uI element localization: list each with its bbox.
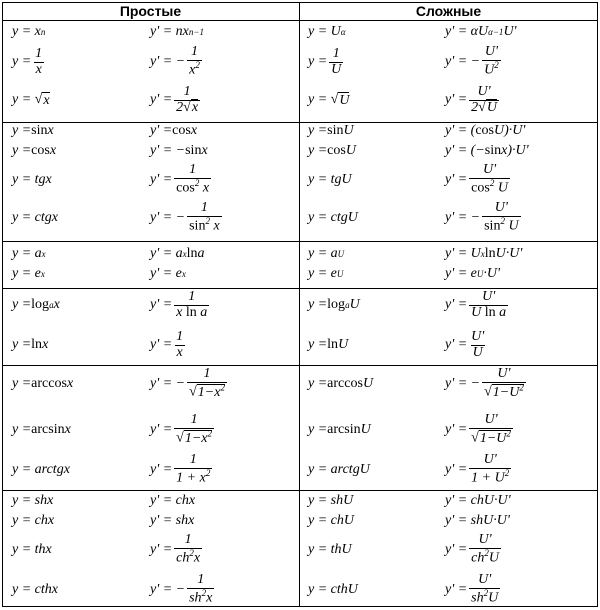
formula-s2-3: y' = cos x bbox=[150, 123, 198, 138]
column-divider bbox=[299, 2, 300, 607]
formula-s1-7: y = a x bbox=[12, 246, 46, 261]
formula-s1-1: y = $\frac{1}{x}$ bbox=[12, 45, 43, 77]
header-simple: Простые bbox=[119, 3, 182, 19]
formula-s1-17: y = cthx bbox=[12, 582, 58, 597]
formula-c2-5: y' = $\frac{U'}{\cos^2 U}$ bbox=[445, 162, 508, 196]
formula-c1-6: y = ctgU bbox=[308, 210, 358, 225]
formula-s1-10: y = ln x bbox=[12, 337, 49, 352]
formula-c1-8: y = e U bbox=[308, 266, 344, 281]
formula-c2-16: y' = $\frac{U'}{ch^2U}$ bbox=[445, 532, 499, 566]
formula-c1-9: y = log a U bbox=[308, 297, 360, 312]
formula-c2-13: y' = $\frac{U'}{1 + U^2}$ bbox=[445, 452, 510, 486]
formula-c2-7: y' = U x ln U·U' bbox=[445, 246, 523, 261]
formula-c1-15: y = chU bbox=[308, 513, 354, 528]
formula-s2-7: y' = a x ln a bbox=[150, 246, 205, 261]
header-complex: Сложные bbox=[415, 3, 482, 19]
formula-s2-0: y' = nx n−1 bbox=[150, 24, 204, 39]
formula-s1-5: y = tgx bbox=[12, 172, 52, 187]
formula-c2-10: y' = $\frac{U'}{U}$ bbox=[445, 328, 485, 360]
formula-c1-3: y = sin U bbox=[308, 123, 354, 138]
formula-c2-4: y' = (− sin x)·U' bbox=[445, 143, 529, 158]
formula-c1-4: y = cos U bbox=[308, 143, 356, 158]
formula-s2-2: y' = $\frac{1}{2√x}$ bbox=[150, 83, 199, 115]
formula-c2-3: y' = ( cos U)·U' bbox=[445, 123, 526, 138]
formula-c1-12: y = arcsin U bbox=[308, 422, 371, 437]
formula-c1-14: y = shU bbox=[308, 493, 354, 508]
formula-s1-9: y = log a x bbox=[12, 297, 60, 312]
formula-c1-5: y = tgU bbox=[308, 172, 352, 187]
formula-c1-17: y = cthU bbox=[308, 582, 358, 597]
formula-s1-15: y = chx bbox=[12, 513, 55, 528]
formula-s2-12: y' = $\frac{1}{√1-x^2}$ bbox=[150, 412, 213, 446]
formula-s1-6: y = ctgx bbox=[12, 210, 58, 225]
formula-s1-14: y = shx bbox=[12, 493, 54, 508]
formula-s2-16: y' = $\frac{1}{ch^2x}$ bbox=[150, 532, 201, 566]
formula-s1-8: y = e x bbox=[12, 266, 45, 281]
formula-s1-0: y = x n bbox=[12, 24, 46, 39]
formula-c2-14: y' = chU·U' bbox=[445, 493, 511, 508]
formula-s2-13: y' = $\frac{1}{1 + x^2}$ bbox=[150, 452, 211, 486]
formula-s2-1: y' = − $\frac{1}{x^2}$ bbox=[150, 44, 200, 78]
formula-s1-3: y = sin x bbox=[12, 123, 54, 138]
formula-s2-8: y' = e x bbox=[150, 266, 186, 281]
formula-s1-11: y = arccos x bbox=[12, 376, 74, 391]
formula-s2-9: y' = $\frac{1}{\text{x ln a}}$ bbox=[150, 288, 208, 320]
formula-s1-16: y = thx bbox=[12, 542, 52, 557]
formula-s2-5: y' = $\frac{1}{\cos^2 x}$ bbox=[150, 162, 210, 196]
formula-c2-12: y' = $\frac{U'}{√1-U^2}$ bbox=[445, 412, 511, 446]
formula-c1-10: y = ln U bbox=[308, 337, 349, 352]
formula-s1-2: y = √ x bbox=[12, 92, 50, 108]
formula-c1-2: y = √ U bbox=[308, 92, 350, 108]
formula-s2-14: y' = chx bbox=[150, 493, 196, 508]
formula-c2-0: y' = αU α−1 U' bbox=[445, 24, 517, 39]
divider bbox=[2, 288, 598, 289]
formula-c2-11: y' = − $\frac{U'}{√1-U^2}$ bbox=[445, 366, 524, 400]
formula-c2-2: y' = $\frac{U'}{2√U}$ bbox=[445, 83, 497, 115]
formula-c2-9: y' = $\frac{U'}{\text{U ln a}}$ bbox=[445, 288, 507, 320]
formula-s1-12: y = arcsin x bbox=[12, 422, 71, 437]
formula-c2-1: y' = − $\frac{U'}{U^2}$ bbox=[445, 44, 499, 78]
formula-s2-11: y' = − $\frac{1}{√1-x^2}$ bbox=[150, 366, 225, 400]
formula-c2-17: y' = $\frac{U'}{sh^2U}$ bbox=[445, 572, 499, 606]
formula-c1-0: y = U α bbox=[308, 24, 346, 39]
formula-s1-13: y = arctgx bbox=[12, 462, 70, 477]
divider bbox=[2, 20, 598, 21]
formula-s1-4: y = cos x bbox=[12, 143, 57, 158]
formula-c1-1: y = $\frac{1}{U}$ bbox=[308, 45, 342, 77]
formula-s2-10: y' = $\frac{1}{x}$ bbox=[150, 328, 184, 360]
formula-s2-15: y' = shx bbox=[150, 513, 195, 528]
formula-c1-7: y = a U bbox=[308, 246, 345, 261]
formula-s2-17: y' = − $\frac{1}{sh^2x}$ bbox=[150, 572, 213, 606]
formula-c1-11: y = arccos U bbox=[308, 376, 374, 391]
formula-c1-13: y = arctgU bbox=[308, 462, 370, 477]
formula-c2-8: y' = e U ·U' bbox=[445, 266, 500, 281]
formula-c2-6: y' = − $\frac{U'}{\sin^2 U}$ bbox=[445, 200, 519, 234]
formula-s2-4: y' = − sin x bbox=[150, 143, 208, 158]
formula-c2-15: y' = shU·U' bbox=[445, 513, 510, 528]
formula-c1-16: y = thU bbox=[308, 542, 352, 557]
formula-s2-6: y' = − $\frac{1}{\sin^2 x}$ bbox=[150, 200, 220, 234]
divider bbox=[2, 241, 598, 242]
